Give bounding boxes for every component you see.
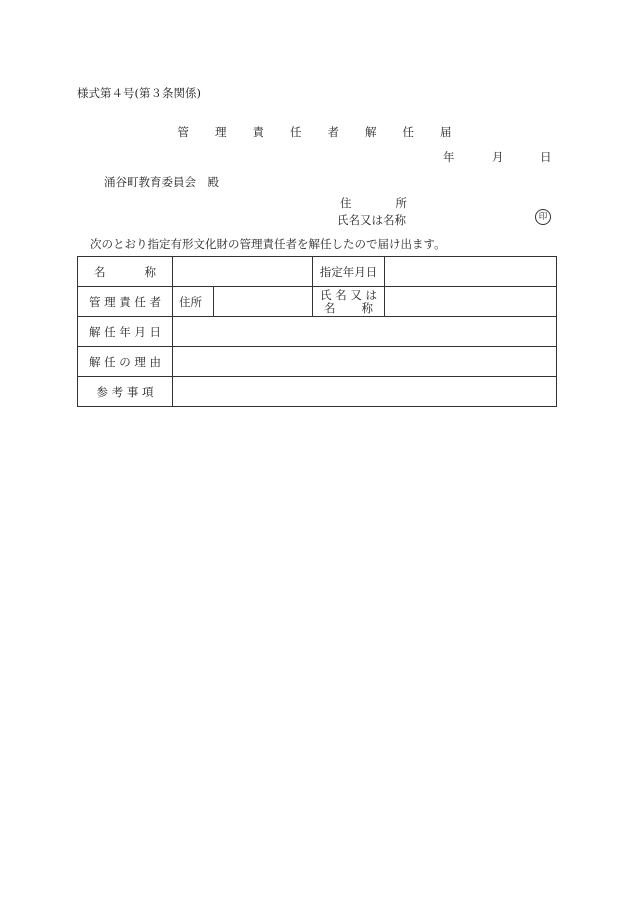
title-char: 届 xyxy=(440,125,453,139)
date-month-label: 月 xyxy=(492,150,504,164)
title-char: 管 xyxy=(177,125,190,139)
date-year-label: 年 xyxy=(443,150,455,164)
manager-label: 管 理 責 任 者 xyxy=(78,287,173,317)
dismissal-date-field[interactable] xyxy=(173,317,557,347)
date-day-label: 日 xyxy=(540,150,552,164)
notification-table xyxy=(77,256,557,407)
table-row xyxy=(78,287,557,317)
seal-icon: 印 xyxy=(535,209,551,225)
property-name-field[interactable] xyxy=(173,257,313,287)
table-row xyxy=(78,377,557,407)
label-char: 住 xyxy=(340,196,352,210)
table-row xyxy=(78,257,557,287)
dismissal-reason-field[interactable] xyxy=(173,347,557,377)
title-char: 理 xyxy=(215,125,228,139)
manager-address-field[interactable] xyxy=(214,287,313,317)
label-char: 所 xyxy=(395,196,407,210)
intro-text: 次のとおり指定有形文化財の管理責任者を解任したので届け出ます。 xyxy=(90,237,446,251)
label-char: 称 xyxy=(144,264,156,279)
designation-date-label: 指定年月日 xyxy=(313,257,385,287)
dismissal-date-label: 解 任 年 月 日 xyxy=(78,317,173,347)
designation-date-field[interactable] xyxy=(385,257,557,287)
label-char: 称 xyxy=(361,300,373,315)
property-name-label xyxy=(78,257,173,287)
title-char: 任 xyxy=(290,125,303,139)
title-char: 解 xyxy=(365,125,378,139)
document-title xyxy=(0,124,630,140)
manager-name-field[interactable] xyxy=(385,287,557,317)
table-row xyxy=(78,347,557,377)
title-char: 者 xyxy=(327,125,340,139)
notes-field[interactable] xyxy=(173,377,557,407)
form-number-label: 様式第４号(第３条関係) xyxy=(77,86,201,100)
manager-name-label-line2 xyxy=(319,302,378,315)
applicant-name-label: 氏名又は名称 xyxy=(337,213,406,227)
label-char: 名 xyxy=(324,300,336,315)
title-char: 任 xyxy=(402,125,415,139)
manager-name-label-line1: 氏 名 又 は xyxy=(320,287,377,302)
dismissal-reason-label: 解 任 の 理 由 xyxy=(78,347,173,377)
manager-name-label xyxy=(313,287,385,317)
manager-address-label: 住所 xyxy=(173,287,214,317)
applicant-address-label xyxy=(340,195,407,211)
notes-label: 参 考 事 項 xyxy=(78,377,173,407)
label-char: 名 xyxy=(94,264,106,279)
addressee: 涌谷町教育委員会 殿 xyxy=(104,175,219,189)
title-char: 責 xyxy=(252,125,265,139)
table-row xyxy=(78,317,557,347)
